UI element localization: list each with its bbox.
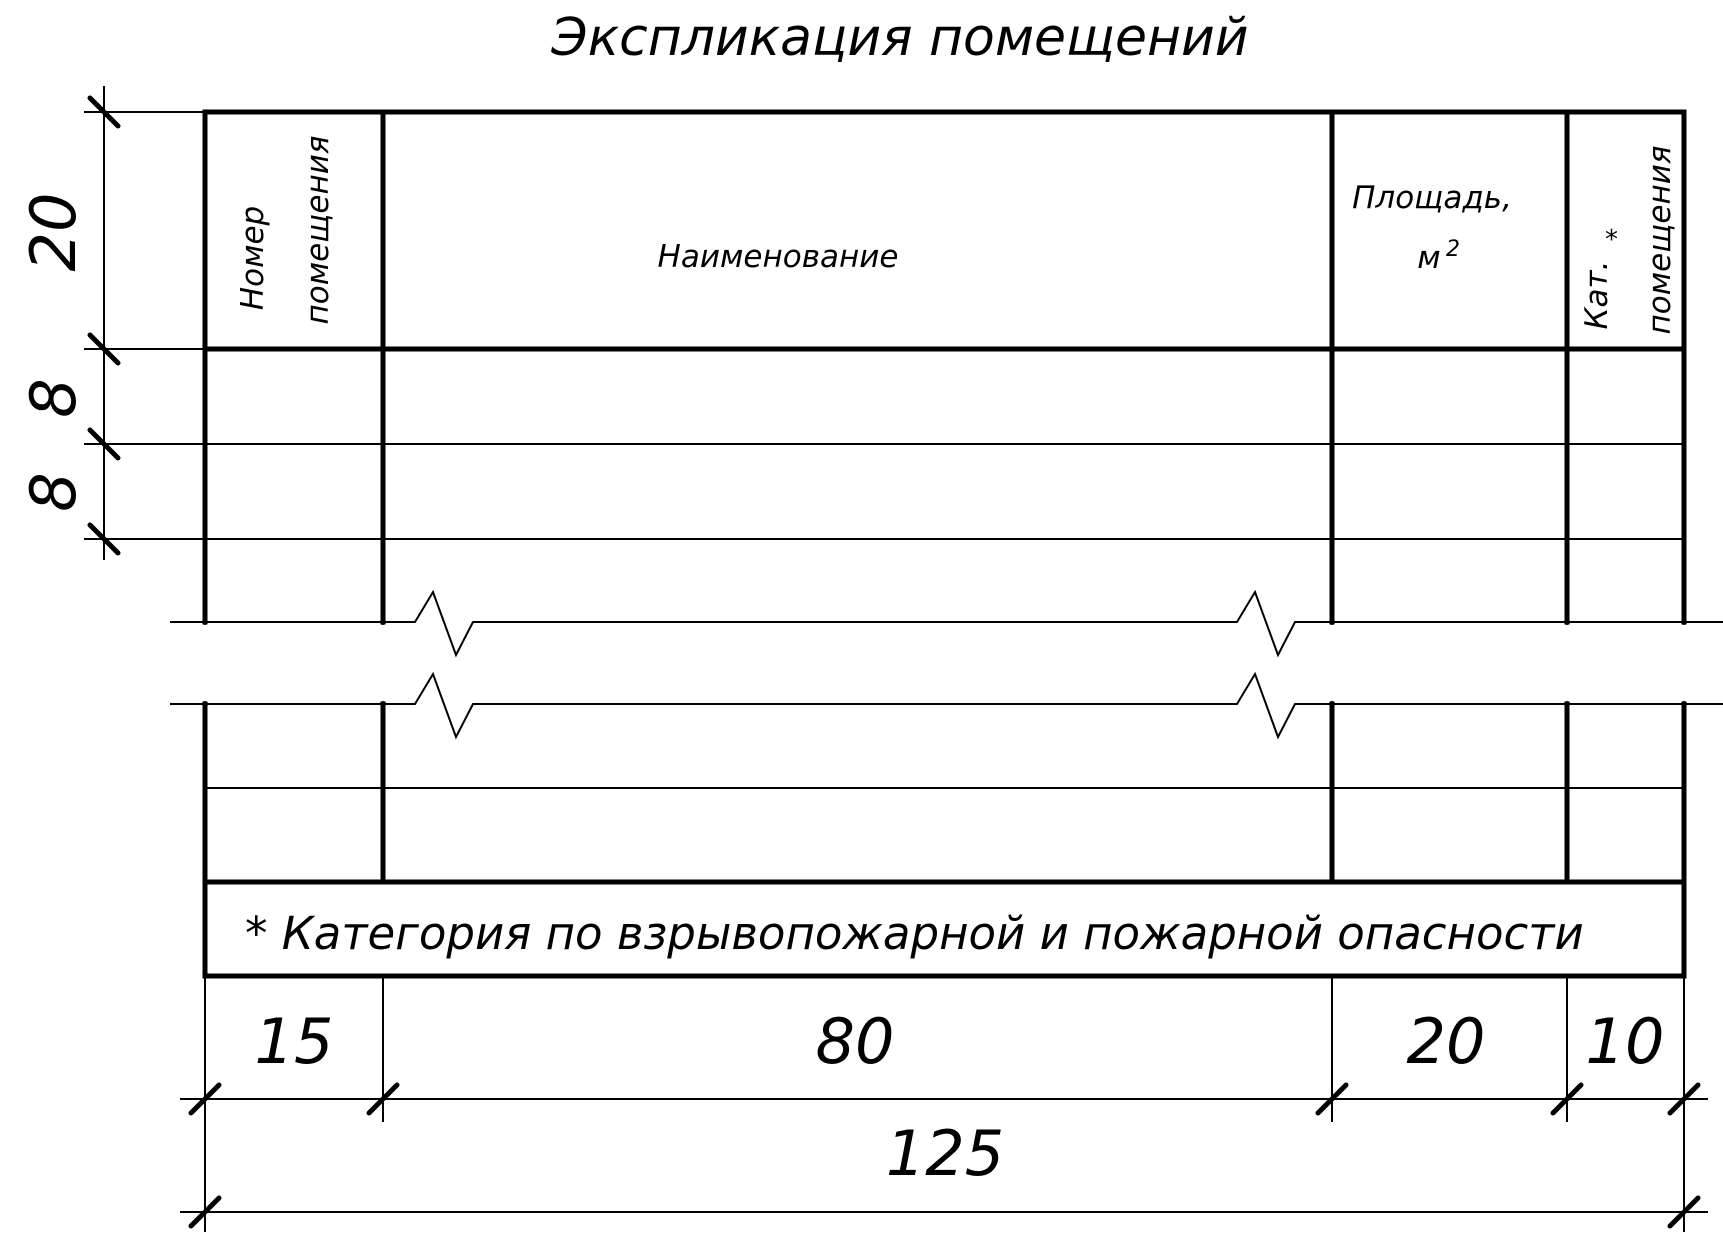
header-col-category [1579, 145, 1678, 334]
header-name: Наименование [657, 239, 899, 275]
table-thin-lines [170, 444, 1723, 788]
footnote-text: * Категория по взрывопожарной и пожарной опасности [245, 907, 1584, 960]
header-col-room-number [235, 135, 336, 324]
break-line-upper [170, 592, 1723, 655]
header-area-line1: Площадь, [1352, 180, 1512, 216]
header-area-line2: м [1417, 240, 1441, 276]
header-category-line1: Кат. [1579, 260, 1615, 330]
dim-row-height-1: 8 [17, 378, 90, 418]
dim-header-height: 20 [17, 192, 90, 272]
dim-col-2: 80 [815, 1005, 895, 1078]
dim-col-1: 15 [254, 1005, 334, 1078]
dim-col-3: 20 [1406, 1005, 1486, 1078]
header-category-line2: помещения [1642, 145, 1678, 335]
break-points [202, 619, 1687, 707]
dim-row-height-2: 8 [17, 472, 90, 512]
table-frame [205, 112, 1684, 976]
header-room-number-line2: помещения [300, 135, 336, 325]
header-col-area [1352, 180, 1512, 276]
drawing-title: Экспликация помещений [551, 8, 1249, 68]
header-area-superscript: 2 [1446, 237, 1460, 262]
header-category-mark: * [1605, 225, 1618, 255]
dim-col-4: 10 [1585, 1005, 1665, 1078]
dim-total-width: 125 [885, 1117, 1005, 1190]
header-room-number-line1: Номер [235, 205, 271, 311]
left-dimension-lines [84, 86, 205, 560]
break-line-lower [170, 674, 1723, 737]
